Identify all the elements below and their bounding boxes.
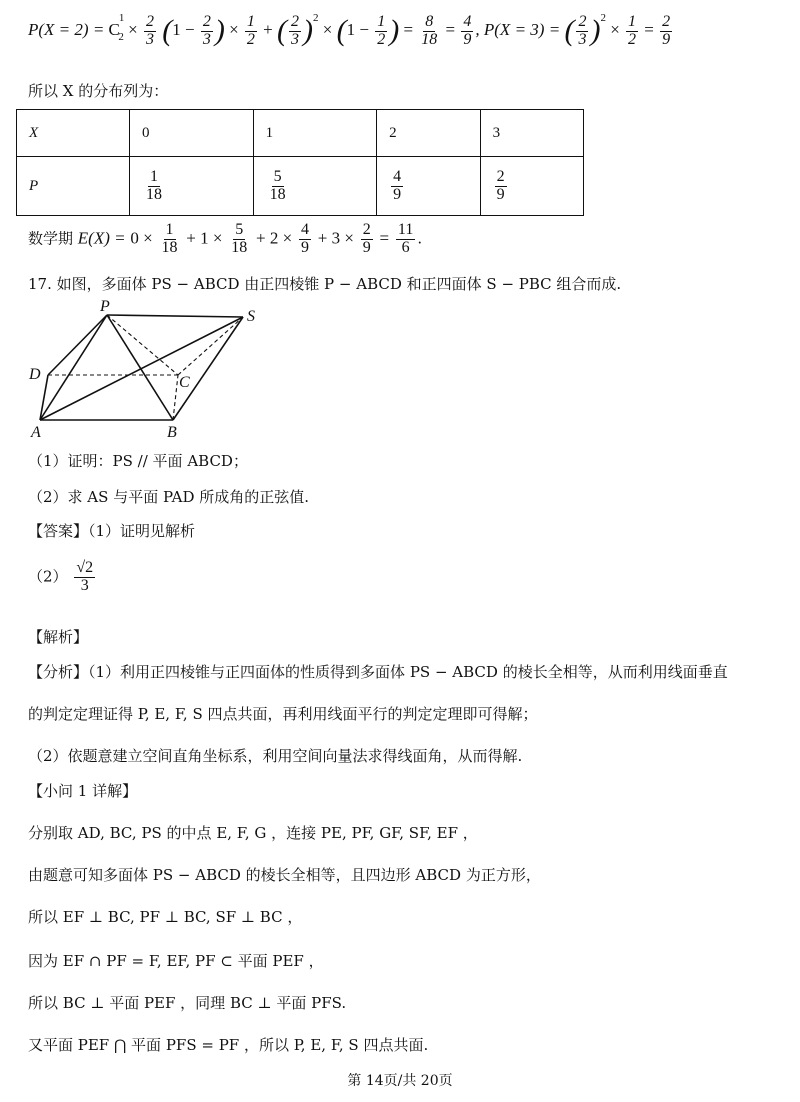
edge-PB: [107, 315, 173, 420]
question-17-stem: 17. 如图，多面体 PS − ABCD 由正四棱锥 P − ABCD 和正四面体 S − PBC 组合而成.: [28, 275, 622, 293]
label-D: D: [29, 366, 41, 383]
probability-line: $P(X = 2) = C^1_2$ × $\frac{2}{3}$ (1 − $\frac{2}{3}$ ) × $\frac{1}{2}$ + ( $\frac{2}{3}$ )$^2$ × (1 − $\frac{1}{2}$ ) = $\frac{8}{18}$ = $\frac{4}{9}$ , P(X = 3) = ( $\frac{2}{3}$ )$^2$ × $\frac{1}{2}$ = $\frac{2}{9}$: [28, 12, 671, 48]
part-1: （1）证明：PS // 平面 ABCD；: [28, 452, 248, 470]
solution-line-4: 因为 EF ∩ PF = F, EF, PF ⊂ 平面 PEF ，: [28, 952, 324, 970]
fraction: $\frac{2}{3}$: [202, 12, 211, 48]
fraction: $\frac{2}{3}$: [578, 12, 587, 48]
fraction: $\frac{4}{9}$: [463, 12, 472, 48]
table-cell: $\frac{1}{18}$: [130, 157, 254, 216]
solution-line-5: 所以 BC ⊥ 平面 PEF ，同理 BC ⊥ 平面 PFS.: [28, 994, 347, 1012]
solution-line-3: 所以 EF ⊥ BC, PF ⊥ BC, SF ⊥ BC ，: [28, 908, 303, 926]
fraction: $\frac{1}{2}$: [628, 12, 637, 48]
fraction: $\frac{1}{2}$: [377, 12, 386, 48]
table-header-p: P: [17, 157, 130, 216]
distribution-table: [16, 109, 584, 216]
sub1-title: 【小问 1 详解】: [28, 782, 138, 800]
distribution-intro: 所以 X 的分布列为：: [28, 82, 169, 100]
table-header-x: X: [17, 110, 130, 157]
table-cell: 3: [480, 110, 583, 157]
fraction: $\frac{√2}{3}$: [76, 559, 94, 594]
fraction: $\frac{2}{9}$: [662, 12, 671, 48]
table-cell: $\frac{2}{9}$: [480, 157, 583, 216]
label-C: C: [179, 374, 190, 391]
edge-PS: [107, 315, 243, 317]
edge-BS: [173, 317, 243, 420]
table-cell: 2: [377, 110, 480, 157]
edge-DP: [48, 315, 107, 375]
edge-CS: [178, 317, 243, 375]
answer-2: （2） $\frac{√2}{3}$: [28, 559, 94, 594]
page-footer: 第 14页/共 20页: [347, 1073, 453, 1089]
label-S: S: [247, 308, 255, 325]
table-cell: 1: [253, 110, 377, 157]
table-cell: $\frac{5}{18}$: [253, 157, 377, 216]
analysis-line-1: 【分析】（1）利用正四棱锥与正四面体的性质得到多面体 PS − ABCD 的棱长全相等，从而利用线面垂直: [28, 663, 728, 681]
label-A: A: [31, 424, 41, 441]
solution-line-1: 分别取 AD, BC, PS 的中点 E, F, G ，连接 PE, PF, GF, SF, EF ，: [28, 824, 478, 842]
analysis-title: 【解析】: [28, 628, 89, 646]
part-2: （2）求 AS 与平面 PAD 所成角的正弦值.: [28, 488, 310, 506]
fraction: $\frac{2}{3}$: [291, 12, 300, 48]
fraction: $\frac{1}{2}$: [246, 12, 255, 48]
analysis-line-3: （2）依题意建立空间直角坐标系，利用空间向量法求得线面角，从而得解.: [28, 747, 523, 765]
table-cell: 0: [130, 110, 254, 157]
table-row: [17, 110, 584, 157]
answer-1: 【答案】（1）证明见解析: [28, 522, 196, 540]
expectation-line: 数学期 E(X) = 0 × $\frac{1}{18}$ + 1 × $\frac{5}{18}$ + 2 × $\frac{4}{9}$ + 3 × $\frac{2}{9}$ = $\frac{11}{6}$ .: [28, 221, 423, 256]
fraction: $\frac{2}{3}$: [145, 12, 154, 48]
table-row: [17, 157, 584, 216]
edge-PC: [107, 315, 178, 375]
fraction: $\frac{8}{18}$: [421, 12, 438, 48]
solution-line-2: 由题意可知多面体 PS − ABCD 的棱长全相等，且四边形 ABCD 为正方形，: [28, 866, 541, 884]
solution-line-6: 又平面 PEF ⋂ 平面 PFS = PF ，所以 P, E, F, S 四点共面.: [28, 1036, 429, 1054]
label-B: B: [167, 424, 177, 441]
label-P: P: [100, 298, 110, 315]
edge-AP: [40, 315, 107, 420]
analysis-line-2: 的判定定理证得 P, E, F, S 四点共面，再利用线面平行的判定定理即可得解；: [28, 705, 538, 723]
table-cell: $\frac{4}{9}$: [377, 157, 480, 216]
polyhedron-figure: [0, 295, 300, 445]
